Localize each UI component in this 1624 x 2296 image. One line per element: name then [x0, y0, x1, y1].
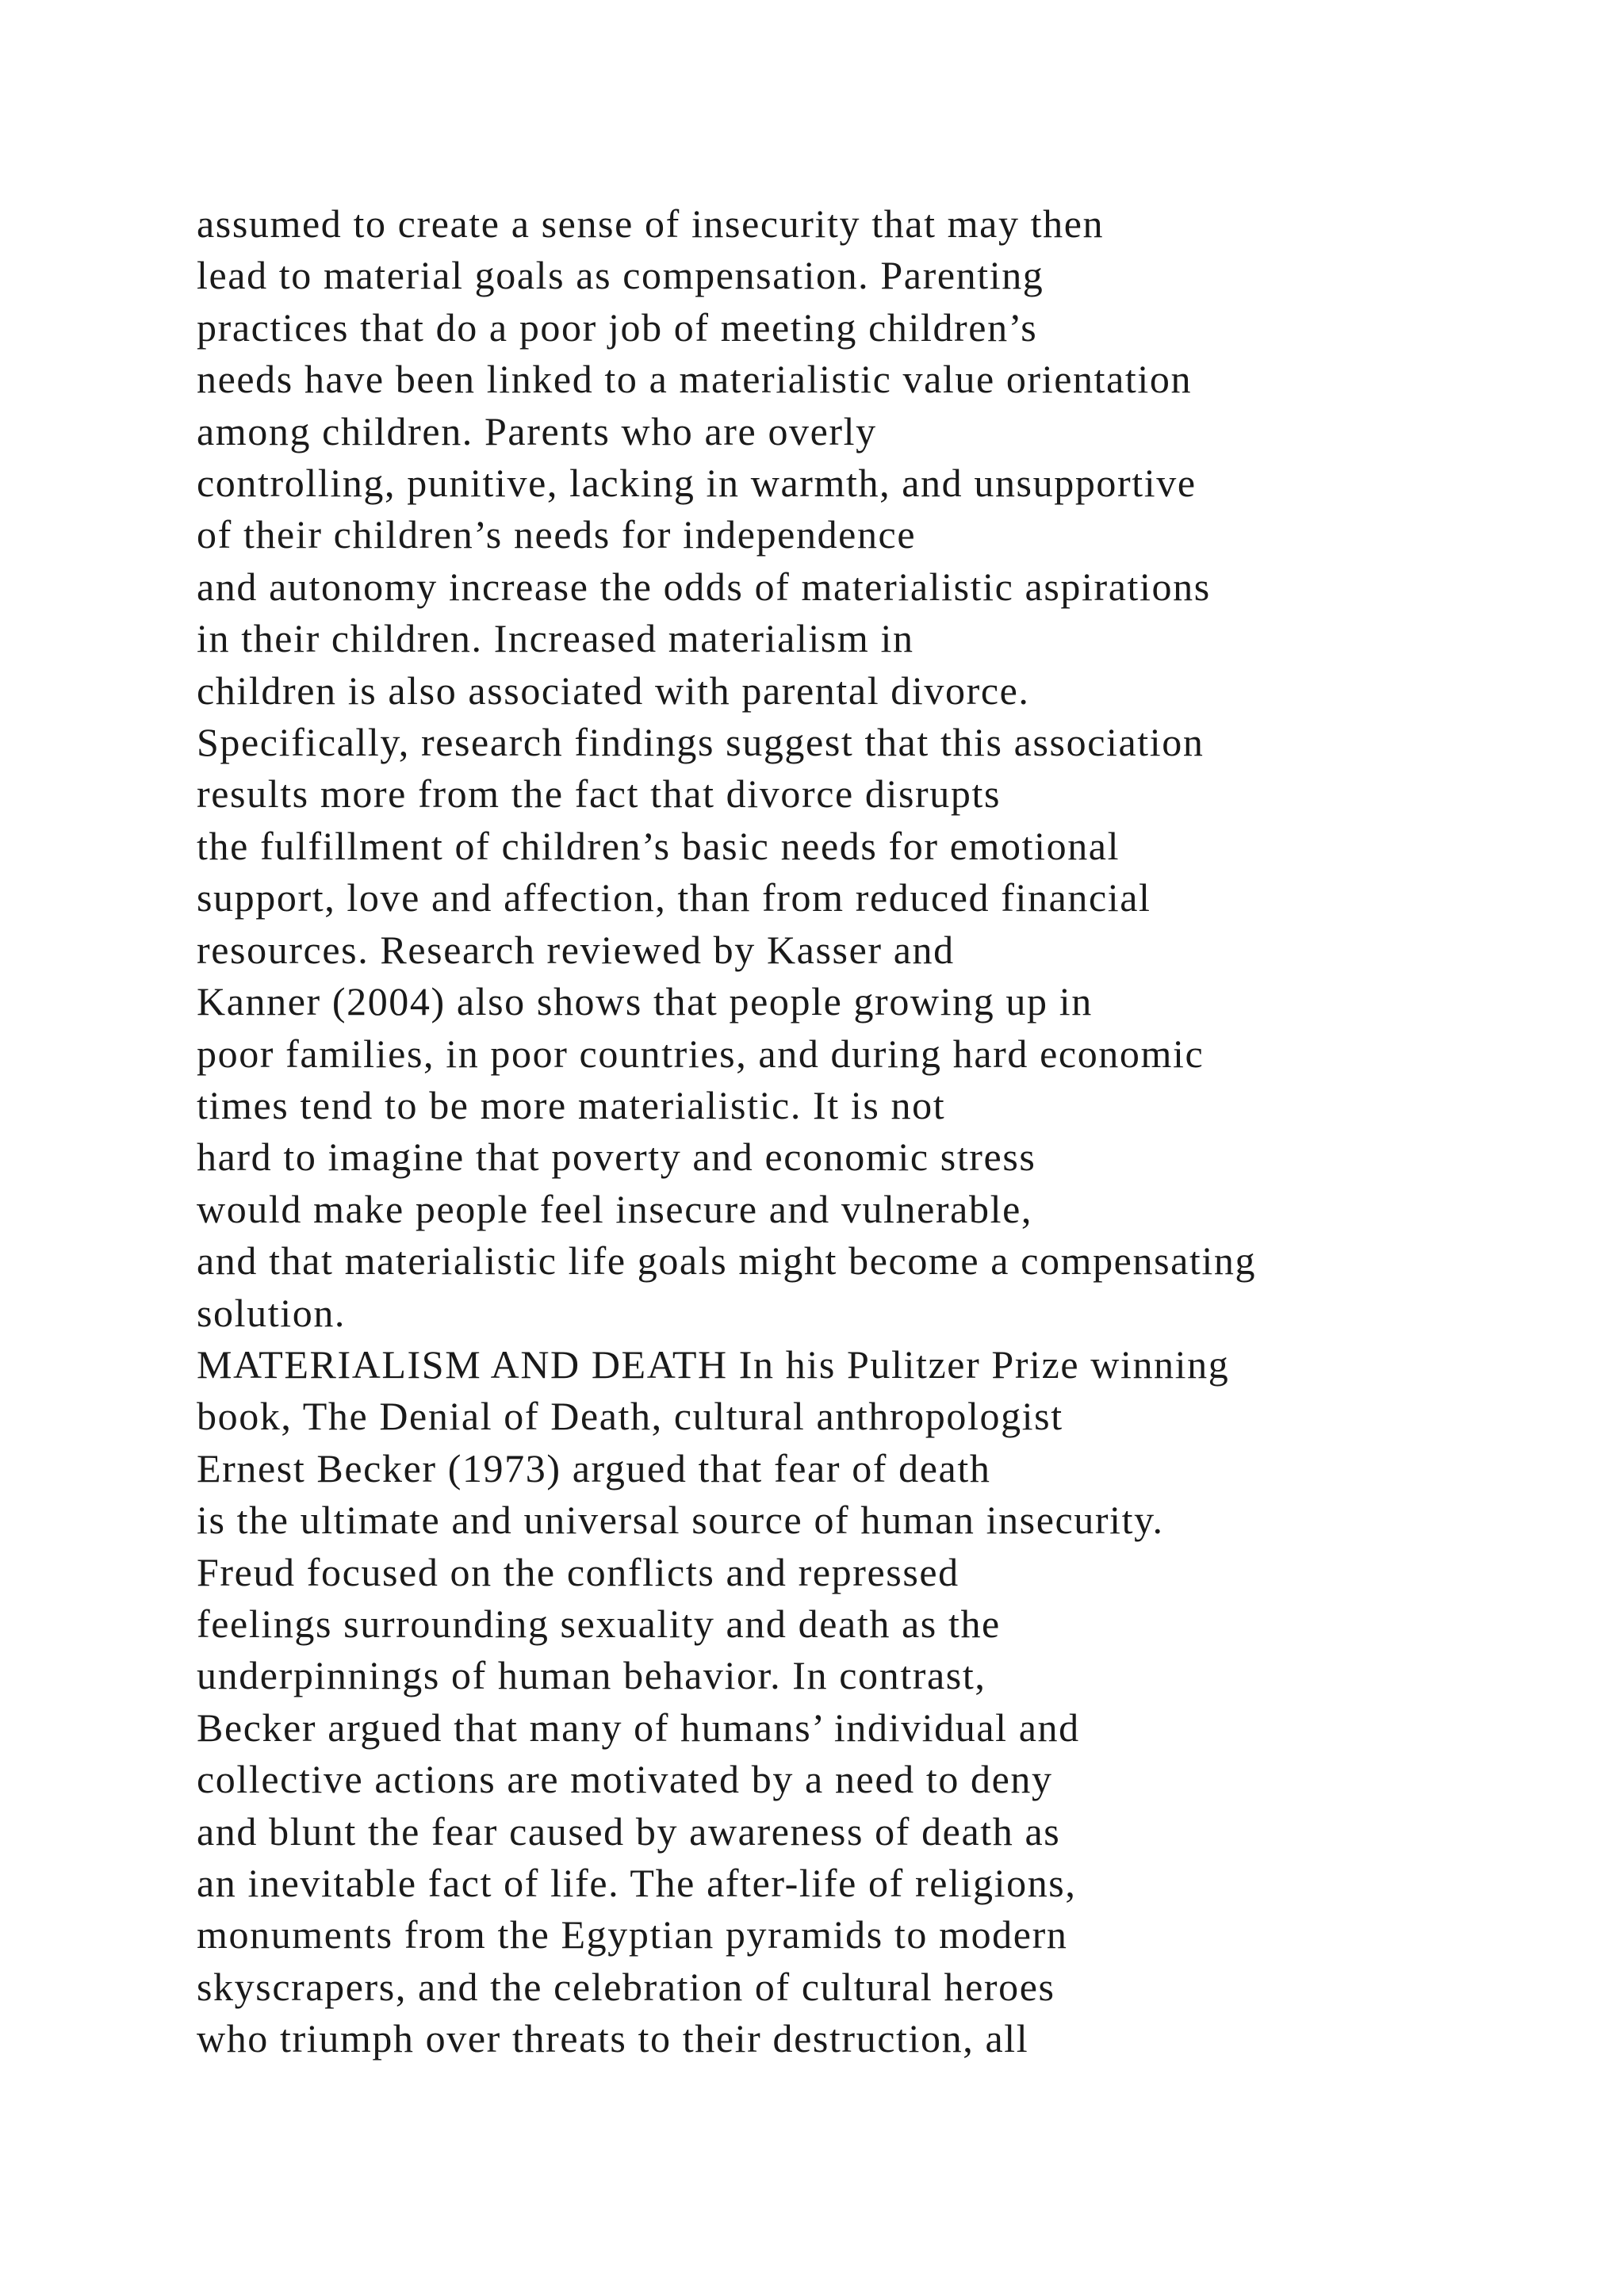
text-line: practices that do a poor job of meeting children’s — [197, 304, 1038, 350]
text-line: needs have been linked to a materialistic value orientation — [197, 357, 1193, 402]
text-line: solution. — [197, 1290, 347, 1335]
text-line: resources. Research reviewed by Kasser and — [197, 927, 955, 972]
text-line: times tend to be more materialistic. It is not — [197, 1082, 946, 1127]
text-line: is the ultimate and universal source of human insecurity. — [197, 1498, 1164, 1543]
text-line: and that materialistic life goals might become a compensating — [197, 1238, 1257, 1284]
text-line: Ernest Becker (1973) argued that fear of death — [197, 1445, 991, 1490]
text-line: underpinnings of human behavior. In contrast, — [197, 1653, 986, 1698]
text-line: and blunt the fear caused by awareness of death as — [197, 1808, 1061, 1854]
text-line: collective actions are motivated by a need to deny — [197, 1757, 1053, 1802]
text-line: Kanner (2004) also shows that people growing up in — [197, 979, 1093, 1024]
text-line: Freud focused on the conflicts and repressed — [197, 1549, 959, 1594]
text-line: who triumph over threats to their destruction, all — [197, 2016, 1029, 2061]
text-line: would make people feel insecure and vulnerable, — [197, 1186, 1032, 1231]
text-line: hard to imagine that poverty and economic stress — [197, 1135, 1036, 1180]
text-line: lead to material goals as compensation. Parenting — [197, 253, 1044, 298]
text-line: book, The Denial of Death, cultural anthropologist — [197, 1394, 1063, 1439]
text-line: assumed to create a sense of insecurity that may then — [197, 201, 1105, 246]
text-line: Becker argued that many of humans’ individual and — [197, 1705, 1080, 1750]
text-line: poor families, in poor countries, and during hard economic — [197, 1031, 1205, 1076]
text-line: feelings surrounding sexuality and death as the — [197, 1601, 1001, 1646]
text-line: in their children. Increased materialism in — [197, 616, 914, 661]
text-line: of their children’s needs for independence — [197, 512, 917, 557]
text-line: skyscrapers, and the celebration of cultural heroes — [197, 1964, 1055, 2009]
text-line: the fulfillment of children’s basic needs for emotional — [197, 823, 1120, 868]
text-line: Specifically, research findings suggest that this association — [197, 720, 1205, 765]
body-text — [197, 198, 1561, 2065]
text-line: and autonomy increase the odds of materialistic aspirations — [197, 564, 1211, 609]
text-line: support, love and affection, than from reduced financial — [197, 875, 1151, 920]
text-line: monuments from the Egyptian pyramids to modern — [197, 1912, 1068, 1957]
text-line: results more from the fact that divorce disrupts — [197, 771, 1002, 817]
text-line: children is also associated with parental divorce. — [197, 668, 1030, 713]
text-line: an inevitable fact of life. The after-life of religions, — [197, 1861, 1077, 1905]
text-line: among children. Parents who are overly — [197, 408, 877, 453]
text-line: controlling, punitive, lacking in warmth, and unsupportive — [197, 461, 1197, 506]
section-heading-line: MATERIALISM AND DEATH In his Pulitzer Prize winning — [197, 1341, 1230, 1387]
